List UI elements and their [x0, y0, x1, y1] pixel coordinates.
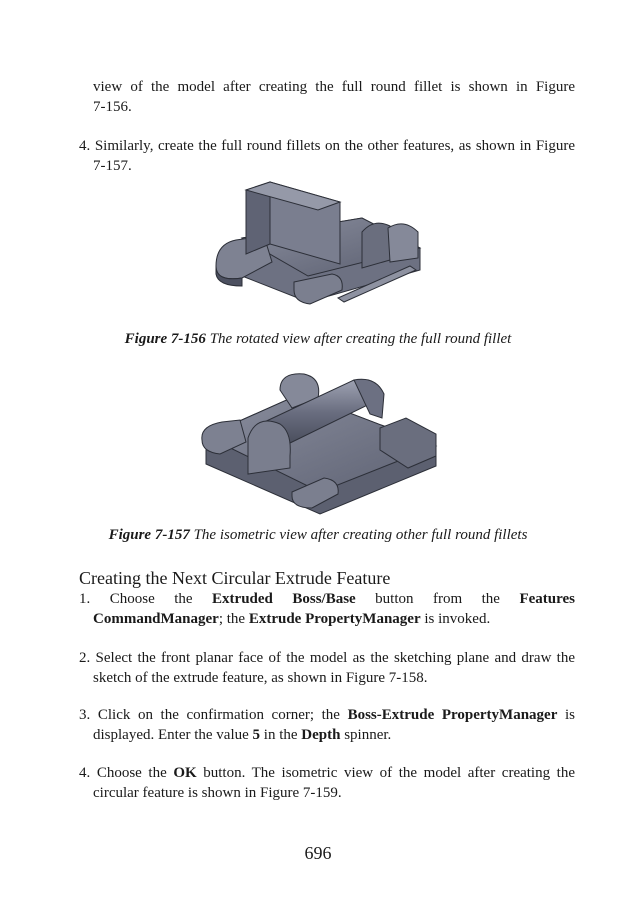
- step-1-bold-extruded-boss: Extruded Boss/Base: [212, 591, 356, 607]
- step-4-text-a: 4. Choose the: [79, 765, 174, 781]
- step-4: [79, 764, 575, 803]
- step-4-bold-ok: OK: [173, 765, 197, 781]
- step-3-text-a: 3. Click on the confirmation corner; the: [79, 707, 348, 723]
- step-3-bold-depth: Depth: [301, 726, 341, 743]
- step-1: [79, 590, 575, 629]
- intro-paragraph: [79, 78, 575, 117]
- figure-7-157-label: Figure 7-157: [108, 527, 190, 543]
- intro-line-2: 7-156.: [93, 98, 132, 115]
- figure-7-156-image: [212, 178, 424, 310]
- figure-7-156-caption: [0, 331, 636, 348]
- step-3-text-e: spinner.: [340, 726, 392, 743]
- intro-line-1: view of the model after creating the full round fillet is shown in Figure: [93, 79, 575, 95]
- step-4-similarly: 4. Similarly, create the full round fillets on the other features, as shown in Figure 7-157.: [79, 138, 575, 174]
- step-3-text-d: in the: [260, 726, 302, 743]
- step-1-text-a: 1. Choose the: [79, 591, 213, 607]
- right-round-fillet: [388, 224, 418, 262]
- figure-7-157-caption: [0, 527, 636, 544]
- page-number: 696: [304, 843, 332, 863]
- step-4-text-c: button. The isometric view of the model after creating the circular feature is shown in Figure 7-159.: [93, 765, 576, 801]
- figure-7-157-caption-text: The isometric view after creating other full round fillets: [189, 527, 528, 543]
- front-boss: [248, 421, 290, 474]
- step-3-text-c: is displayed. Enter the value: [93, 707, 575, 743]
- figure-7-156-label: Figure 7-156: [124, 331, 206, 347]
- step-1-bold-features-cm: Features CommandManager: [93, 591, 575, 627]
- step-1-text-e: is invoked.: [420, 610, 491, 627]
- step-3-bold-boss-extrude-pm: Boss-Extrude PropertyManager: [347, 707, 558, 723]
- figure-7-156-caption-text: The rotated view after creating the full round fillet: [205, 331, 512, 347]
- right-boss: [362, 223, 390, 268]
- section-heading: Creating the Next Circular Extrude Feature: [79, 568, 391, 588]
- step-1-bold-extrude-pm: Extrude PropertyManager: [248, 610, 421, 627]
- step-2: 2. Select the front planar face of the model as the sketching plane and draw the sketch of the extrude feature, as shown in Figure 7-158.: [79, 650, 575, 686]
- figure-7-157-image: [200, 368, 440, 518]
- step-3: [79, 706, 575, 745]
- step-1-text-c: button from the: [355, 591, 520, 607]
- step-1-text-d: ; the: [218, 610, 249, 627]
- step-3-bold-value: 5: [252, 726, 261, 743]
